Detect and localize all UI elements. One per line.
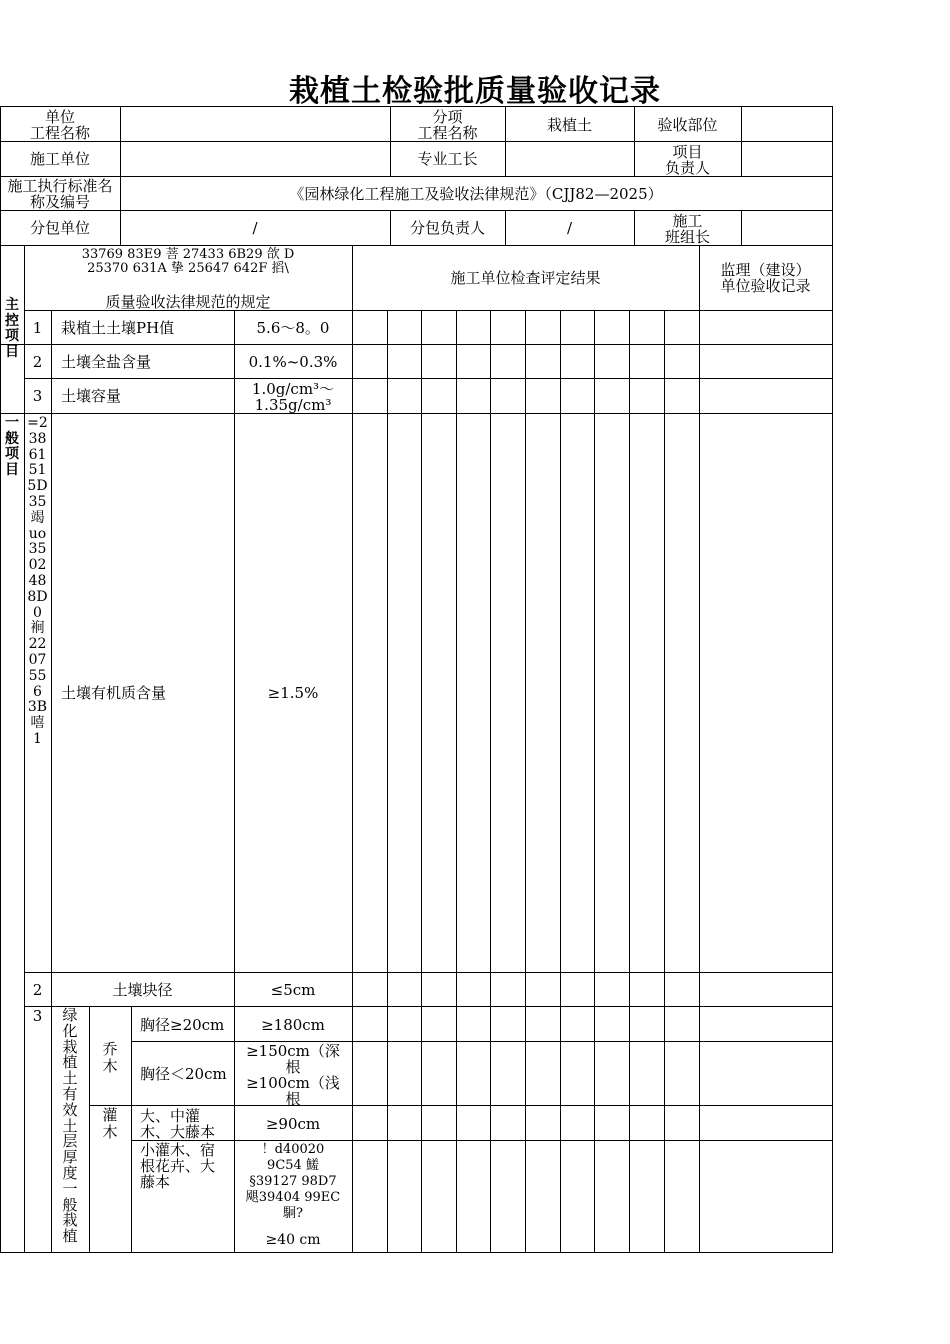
team-leader-label: 施工 班组长: [664, 212, 710, 246]
project-manager-label: 项目 负责人: [664, 143, 710, 177]
tree-small-spec: ≥150cm（深 根 ≥100cm（浅 根: [246, 1042, 340, 1108]
standard-value: 《园林绿化工程施工及验收法律规范》（CJJ82—2025）: [289, 185, 663, 203]
main-control-label: 主控项目: [5, 297, 19, 360]
main-row-3-no: 3: [32, 387, 43, 405]
tree-label: 乔木: [102, 1040, 118, 1075]
unit-project-name-label: 单位 工程名称: [29, 108, 90, 142]
check-result-header: 施工单位检查评定结果: [450, 269, 601, 287]
shrub-small-item: 小灌木、宿 根花卉、大 藤本: [140, 1141, 216, 1191]
main-row-1-item: 栽植土土壤PH值: [61, 319, 175, 337]
sub-project-value: 栽植土: [546, 116, 592, 134]
main-row-2-spec: 0.1%~0.3%: [248, 353, 338, 371]
acceptance-part-label: 验收部位: [657, 116, 718, 134]
tree-large-item: 胸径≥20cm: [140, 1016, 225, 1034]
garbled-header-text: 33769 83E9 菩 27433 6B29 欱 D 25370 631A 挚 25647 642F 搯\: [81, 247, 295, 276]
subcontract-unit-value: /: [252, 219, 258, 237]
general-row-1-item: 土壤有机质含量: [61, 684, 167, 702]
tree-small-item: 胸径＜20cm: [140, 1065, 227, 1083]
main-row-1-spec: 5.6～8。0: [256, 319, 330, 337]
general-row-3-no: 3: [32, 1007, 43, 1025]
soil-thickness-label: 绿化栽植土有效土层厚度一般栽植: [62, 1006, 78, 1246]
spec-header: 质量验收法律规范的规定: [105, 293, 271, 311]
construction-unit-label: 施工单位: [29, 150, 90, 168]
general-row-2-item: 土壤块径: [112, 981, 173, 999]
subcontract-manager-value: /: [566, 219, 573, 237]
general-row-1-no: =2386151 5D35 竭uo3502488D0 裥2207556 3B 嘻1: [27, 415, 48, 747]
subcontract-manager-label: 分包负责人: [409, 219, 485, 237]
main-row-3-spec: 1.0g/cm³～ 1.35g/cm³: [251, 380, 335, 414]
general-row-2-no: 2: [32, 981, 43, 999]
general-row-1-spec: ≥1.5%: [267, 684, 319, 702]
main-row-3-item: 土壤容量: [61, 387, 122, 405]
tree-large-spec: ≥180cm: [261, 1016, 325, 1034]
subcontract-unit-label: 分包单位: [29, 219, 90, 237]
main-row-2-no: 2: [32, 353, 43, 371]
main-row-1-no: 1: [32, 319, 43, 337]
page-title: 栽植土检验批质量验收记录: [289, 74, 661, 109]
sub-project-name-label: 分项 工程名称: [417, 108, 478, 142]
standard-label: 施工执行标准名 称及编号: [7, 177, 113, 211]
main-row-2-item: 土壤全盐含量: [61, 353, 152, 371]
shrub-large-spec: ≥90cm: [265, 1115, 321, 1133]
shrub-label: 灌木: [102, 1106, 118, 1141]
shrub-small-spec: ！d40020 9C54 鱃 §39127 98D7 飓39404 99EC 駉? ≥40 cm: [245, 1142, 341, 1248]
general-section-label: 一般项目: [5, 415, 19, 478]
foreman-label: 专业工长: [417, 150, 478, 168]
supervision-header: 监理（建设） 单位验收记录: [720, 261, 811, 295]
shrub-large-item: 大、中灌 木、大藤本: [140, 1107, 216, 1141]
general-row-2-spec: ≤5cm: [270, 981, 316, 999]
